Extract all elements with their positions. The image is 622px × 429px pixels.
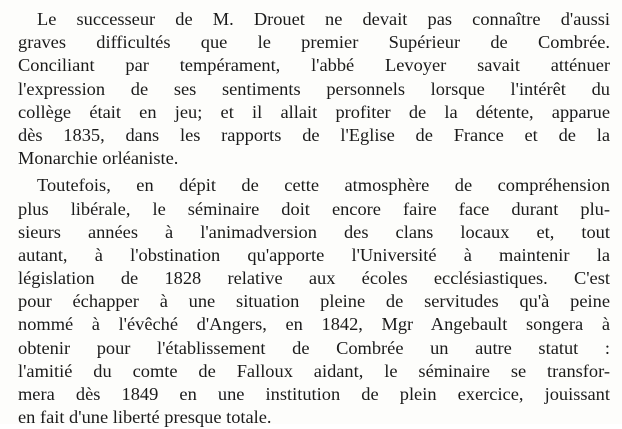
text-line: pour échapper à une situation pleine de servitudes qu'à peine xyxy=(18,291,610,312)
text-line: obtenir pour l'établissement de Combrée un autre statut : xyxy=(18,337,610,358)
text-line: graves difficultés que le premier Supérieur de Combrée. xyxy=(18,32,610,53)
text-line: législation de 1828 relative aux écoles ecclésiastiques. C'est xyxy=(18,268,610,289)
text-line: l'amitié du comte de Falloux aidant, le séminaire se transfor- xyxy=(18,360,610,381)
text-line: l'expression de ses sentiments personnels lorsque l'intérêt du xyxy=(18,78,610,99)
text-line: sieurs années à l'animadversion des clans locaux et, tout xyxy=(18,221,610,242)
text-line: Conciliant par tempérament, l'abbé Levoyer savait atténuer xyxy=(18,55,610,76)
body-text xyxy=(18,8,610,429)
text-line: dès 1835, dans les rapports de l'Eglise de France et de la xyxy=(18,124,610,145)
text-line: Le successeur de M. Drouet ne devait pas connaître d'aussi xyxy=(37,9,610,29)
text-line: Toutefois, en dépit de cette atmosphère de compréhension xyxy=(37,175,610,196)
paragraph-2 xyxy=(18,174,610,429)
text-line: nommé à l'évêché d'Angers, en 1842, Mgr Angebault songera à xyxy=(18,314,610,335)
text-line: Monarchie orléaniste. xyxy=(18,148,179,169)
paragraph-1 xyxy=(18,8,610,170)
text-line: mera dès 1849 en une institution de plein exercice, jouissant xyxy=(18,384,610,404)
text-line: en fait d'une liberté presque totale. xyxy=(18,407,272,428)
text-line: plus libérale, le séminaire doit encore faire face durant plu- xyxy=(18,198,610,219)
text-line: autant, à l'obstination qu'apporte l'Université à maintenir la xyxy=(18,244,610,265)
text-line: collège était en jeu; et il allait profiter de la détente, apparue xyxy=(18,101,610,122)
